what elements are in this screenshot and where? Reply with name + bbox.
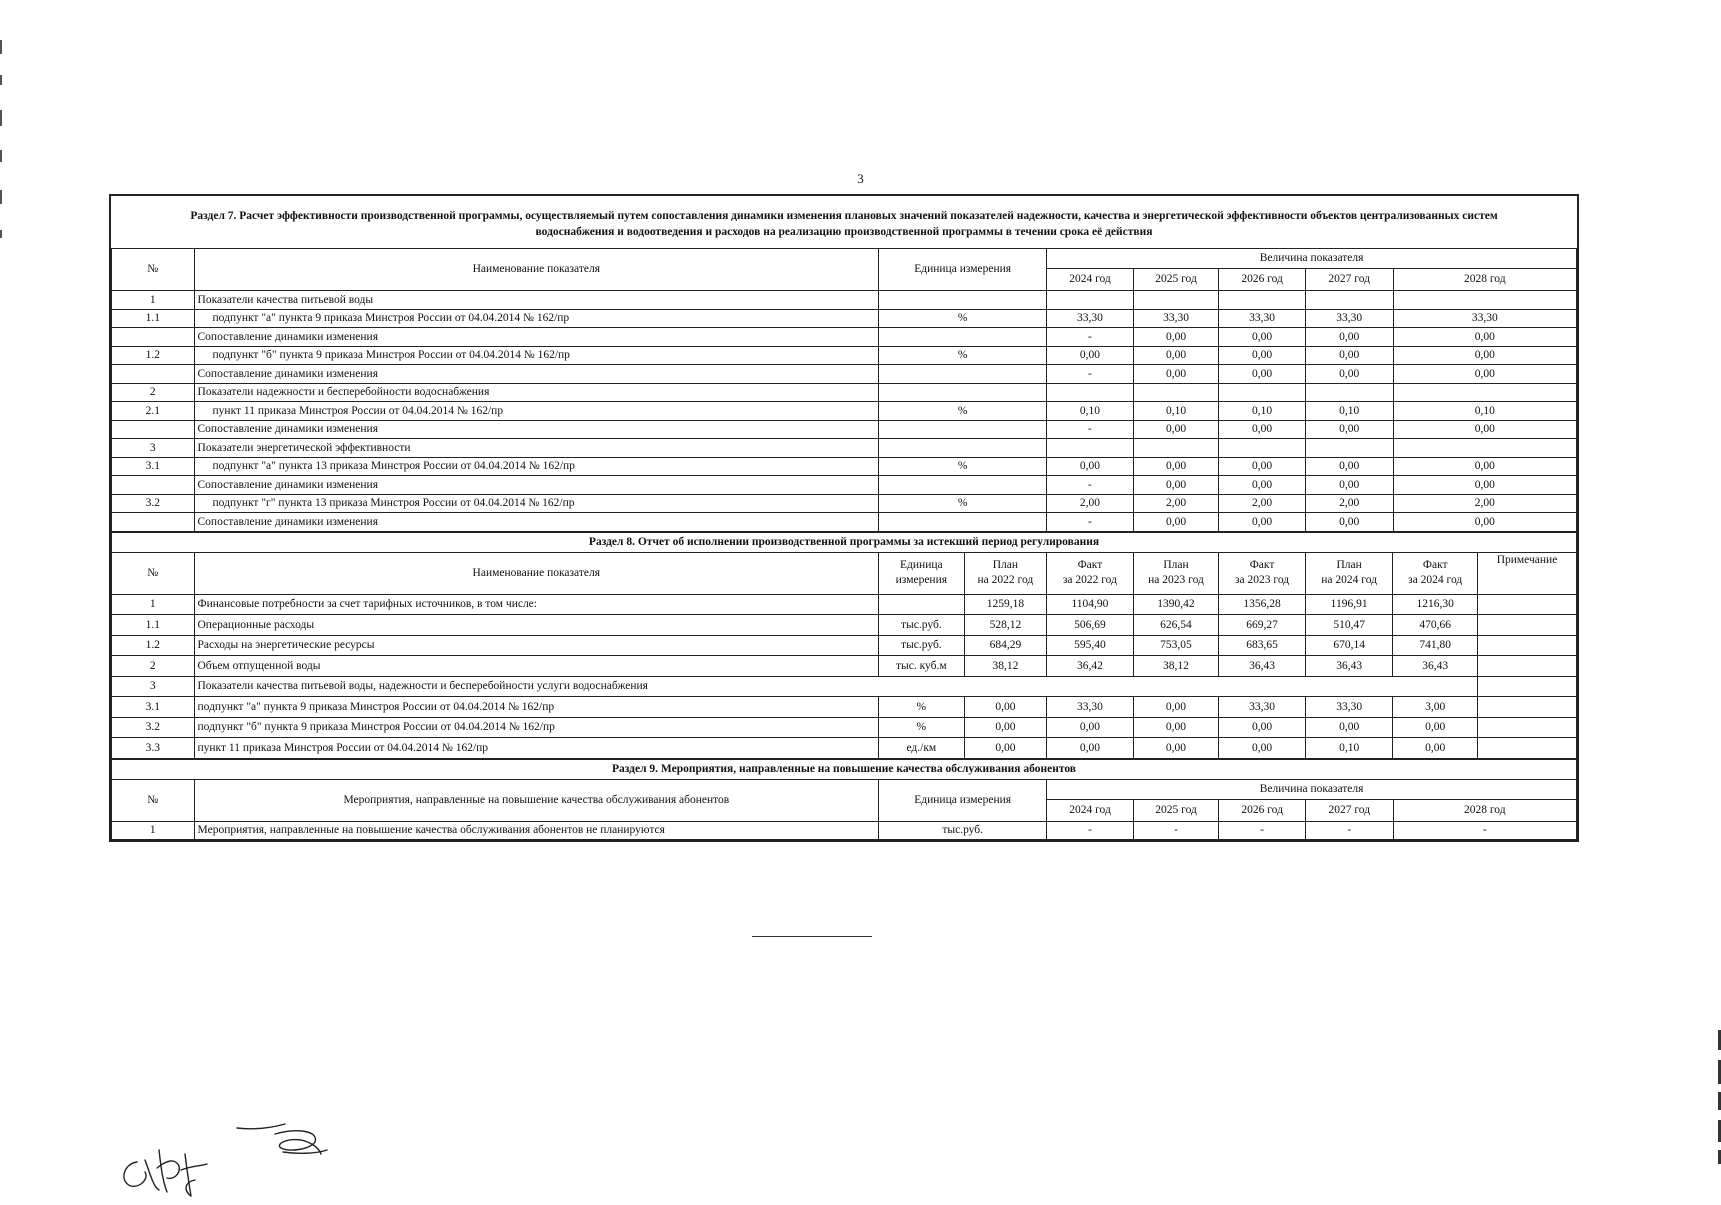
value-cell: 1104,90 bbox=[1047, 594, 1134, 615]
value-cell: 0,00 bbox=[1133, 697, 1219, 718]
indicator-name: Расходы на энергетические ресурсы bbox=[194, 635, 879, 656]
s7-header-year: 2024 год bbox=[1047, 269, 1134, 291]
s7-header-year: 2027 год bbox=[1305, 269, 1393, 291]
value-cell: 0,00 bbox=[1393, 346, 1576, 365]
indicator-name: Показатели качества питьевой воды bbox=[194, 291, 879, 310]
document-table-frame bbox=[109, 194, 1579, 842]
value-cell: 38,12 bbox=[1133, 656, 1219, 677]
table-row bbox=[112, 676, 1577, 697]
section9-rows bbox=[112, 821, 1577, 840]
s8-header-name: Наименование показателя bbox=[194, 552, 879, 594]
table-row bbox=[112, 476, 1577, 495]
value-cell: 0,00 bbox=[1133, 457, 1219, 476]
value-cell bbox=[1133, 383, 1219, 402]
row-number: 3.3 bbox=[112, 738, 195, 759]
indicator-name: Показатели качества питьевой воды, надежности и бесперебойности услуги водоснабжения bbox=[194, 676, 1477, 697]
value-cell: 0,00 bbox=[1393, 717, 1478, 738]
row-number: 1.1 bbox=[112, 615, 195, 636]
closing-divider-line bbox=[752, 936, 872, 937]
value-cell bbox=[1133, 291, 1219, 310]
value-cell bbox=[1305, 383, 1393, 402]
section8-rows bbox=[112, 594, 1577, 758]
unit-cell: % bbox=[879, 457, 1047, 476]
s9-header-year: 2025 год bbox=[1133, 799, 1219, 821]
value-cell: 0,00 bbox=[1047, 457, 1134, 476]
value-cell: - bbox=[1305, 821, 1393, 840]
value-cell: - bbox=[1047, 476, 1134, 495]
value-cell: - bbox=[1133, 821, 1219, 840]
value-cell: - bbox=[1219, 821, 1306, 840]
row-number bbox=[112, 328, 195, 347]
indicator-name: подпункт "б" пункта 9 приказа Минстроя России от 04.04.2014 № 162/пр bbox=[194, 346, 879, 365]
row-number: 3.1 bbox=[112, 457, 195, 476]
unit-cell: % bbox=[879, 697, 965, 718]
s7-header-year: 2026 год bbox=[1219, 269, 1306, 291]
value-cell bbox=[1219, 383, 1306, 402]
note-cell bbox=[1477, 656, 1576, 677]
value-cell: 36,42 bbox=[1047, 656, 1134, 677]
s9-header-year: 2026 год bbox=[1219, 799, 1306, 821]
scan-edge-marks bbox=[0, 0, 3, 1200]
table-row bbox=[112, 697, 1577, 718]
note-cell bbox=[1477, 717, 1576, 738]
s7-header-num: № bbox=[112, 249, 195, 291]
value-cell: 0,00 bbox=[1305, 365, 1393, 384]
value-cell: 1356,28 bbox=[1219, 594, 1306, 615]
value-cell: 741,80 bbox=[1393, 635, 1478, 656]
table-row bbox=[112, 635, 1577, 656]
s9-header-year: 2027 год bbox=[1305, 799, 1393, 821]
indicator-name: подпункт "а" пункта 9 приказа Минстроя России от 04.04.2014 № 162/пр bbox=[194, 697, 879, 718]
table-row bbox=[112, 594, 1577, 615]
table-row bbox=[112, 494, 1577, 513]
value-cell: 0,00 bbox=[1219, 513, 1306, 532]
s7-header-value: Величина показателя bbox=[1047, 249, 1577, 269]
value-cell: 33,30 bbox=[1305, 697, 1393, 718]
value-cell: 0,10 bbox=[1305, 402, 1393, 421]
unit-cell: тыс.руб. bbox=[879, 615, 965, 636]
unit-cell bbox=[879, 420, 1047, 439]
s7-header-unit: Единица измерения bbox=[879, 249, 1047, 291]
table-row bbox=[112, 656, 1577, 677]
value-cell: 684,29 bbox=[964, 635, 1047, 656]
table-row bbox=[112, 383, 1577, 402]
table-row bbox=[112, 717, 1577, 738]
handwritten-signature bbox=[115, 1120, 345, 1200]
value-cell: 2,00 bbox=[1393, 494, 1576, 513]
s7-header-year: 2028 год bbox=[1393, 269, 1576, 291]
table-row bbox=[112, 615, 1577, 636]
row-number: 3 bbox=[112, 439, 195, 458]
indicator-name: Сопоставление динамики изменения bbox=[194, 420, 879, 439]
row-number: 3.2 bbox=[112, 717, 195, 738]
indicator-name: подпункт "а" пункта 9 приказа Минстроя России от 04.04.2014 № 162/пр bbox=[194, 309, 879, 328]
value-cell bbox=[1305, 291, 1393, 310]
value-cell: 0,00 bbox=[1393, 328, 1576, 347]
table-row bbox=[112, 402, 1577, 421]
row-number: 3 bbox=[112, 676, 195, 697]
unit-cell: % bbox=[879, 309, 1047, 328]
value-cell: 0,10 bbox=[1393, 402, 1576, 421]
table-row bbox=[112, 346, 1577, 365]
s8-header-unit: Единица измерения bbox=[879, 552, 965, 594]
note-cell bbox=[1477, 738, 1576, 759]
note-cell bbox=[1477, 615, 1576, 636]
unit-cell: % bbox=[879, 346, 1047, 365]
value-cell: 0,00 bbox=[1047, 346, 1134, 365]
section7-title: Раздел 7. Расчет эффективности производственной программы, осуществляемый путем сопоставления динамики изменения плановых значений показателей надежности, качества и энергетической эффективности объектов централизованных систем водоснабжения и водоотведения и расходов на реализацию производственной программы в течении срока её действия bbox=[190, 210, 1498, 238]
note-cell bbox=[1477, 676, 1576, 697]
table-row bbox=[112, 365, 1577, 384]
value-cell: 1390,42 bbox=[1133, 594, 1219, 615]
value-cell: 595,40 bbox=[1047, 635, 1134, 656]
value-cell: 0,00 bbox=[1393, 476, 1576, 495]
note-cell bbox=[1477, 594, 1576, 615]
section7-rows bbox=[112, 291, 1577, 532]
row-number: 3.1 bbox=[112, 697, 195, 718]
page-number: 3 bbox=[857, 171, 864, 186]
value-cell: 0,00 bbox=[1393, 457, 1576, 476]
value-cell bbox=[1393, 383, 1576, 402]
row-number bbox=[112, 513, 195, 532]
value-cell: 33,30 bbox=[1219, 697, 1306, 718]
value-cell bbox=[1133, 439, 1219, 458]
s9-header-year: 2028 год bbox=[1393, 799, 1576, 821]
value-cell: 0,00 bbox=[1133, 346, 1219, 365]
value-cell: 0,00 bbox=[1219, 717, 1306, 738]
note-cell bbox=[1477, 697, 1576, 718]
s9-header-year: 2024 год bbox=[1047, 799, 1134, 821]
value-cell: 0,00 bbox=[1047, 738, 1134, 759]
row-number: 1 bbox=[112, 821, 195, 840]
row-number: 2 bbox=[112, 383, 195, 402]
s8-header-col: Факт за 2024 год bbox=[1393, 552, 1478, 594]
value-cell bbox=[1047, 383, 1134, 402]
s8-header-num: № bbox=[112, 552, 195, 594]
value-cell: - bbox=[1047, 420, 1134, 439]
section9-table bbox=[111, 759, 1577, 841]
value-cell: 0,00 bbox=[1305, 457, 1393, 476]
s8-header-col: Факт за 2023 год bbox=[1219, 552, 1306, 594]
table-row bbox=[112, 513, 1577, 532]
value-cell: 1216,30 bbox=[1393, 594, 1478, 615]
indicator-name: подпункт "г" пункта 13 приказа Минстроя России от 04.04.2014 № 162/пр bbox=[194, 494, 879, 513]
unit-cell: % bbox=[879, 717, 965, 738]
value-cell: 33,30 bbox=[1047, 309, 1134, 328]
value-cell bbox=[1393, 439, 1576, 458]
section9-title: Раздел 9. Мероприятия, направленные на повышение качества обслуживания абонентов bbox=[112, 759, 1577, 779]
value-cell: 506,69 bbox=[1047, 615, 1134, 636]
value-cell: 0,00 bbox=[1305, 513, 1393, 532]
value-cell: 669,27 bbox=[1219, 615, 1306, 636]
row-number: 1.1 bbox=[112, 309, 195, 328]
value-cell: 0,00 bbox=[1305, 420, 1393, 439]
indicator-name: пункт 11 приказа Минстроя России от 04.04.2014 № 162/пр bbox=[194, 738, 879, 759]
value-cell bbox=[1219, 291, 1306, 310]
table-row bbox=[112, 439, 1577, 458]
table-row bbox=[112, 309, 1577, 328]
s9-header-value: Величина показателя bbox=[1047, 779, 1577, 799]
unit-cell bbox=[879, 291, 1047, 310]
value-cell: - bbox=[1047, 328, 1134, 347]
value-cell: 0,00 bbox=[1219, 328, 1306, 347]
value-cell: 0,00 bbox=[1219, 476, 1306, 495]
value-cell: 670,14 bbox=[1305, 635, 1393, 656]
value-cell: 33,30 bbox=[1133, 309, 1219, 328]
row-number bbox=[112, 476, 195, 495]
value-cell: 0,00 bbox=[1305, 476, 1393, 495]
value-cell: 0,10 bbox=[1133, 402, 1219, 421]
section8-title: Раздел 8. Отчет об исполнении производственной программы за истекший период регулирования bbox=[112, 532, 1577, 552]
value-cell: 0,00 bbox=[1219, 365, 1306, 384]
indicator-name: пункт 11 приказа Минстроя России от 04.04.2014 № 162/пр bbox=[194, 402, 879, 421]
measure-name: Мероприятия, направленные на повышение качества обслуживания абонентов не планируются bbox=[194, 821, 879, 840]
value-cell: - bbox=[1047, 513, 1134, 532]
value-cell: 0,10 bbox=[1305, 738, 1393, 759]
note-cell bbox=[1477, 635, 1576, 656]
row-number: 3.2 bbox=[112, 494, 195, 513]
indicator-name: подпункт "б" пункта 9 приказа Минстроя России от 04.04.2014 № 162/пр bbox=[194, 717, 879, 738]
unit-cell bbox=[879, 513, 1047, 532]
value-cell: 36,43 bbox=[1219, 656, 1306, 677]
value-cell: 0,00 bbox=[1219, 457, 1306, 476]
value-cell: 1196,91 bbox=[1305, 594, 1393, 615]
value-cell: 510,47 bbox=[1305, 615, 1393, 636]
value-cell: 38,12 bbox=[964, 656, 1047, 677]
value-cell: 0,00 bbox=[1393, 365, 1576, 384]
value-cell: - bbox=[1047, 365, 1134, 384]
value-cell bbox=[1047, 291, 1134, 310]
row-number: 2 bbox=[112, 656, 195, 677]
value-cell: 683,65 bbox=[1219, 635, 1306, 656]
s9-header-num: № bbox=[112, 779, 195, 821]
unit-cell bbox=[879, 439, 1047, 458]
value-cell: 36,43 bbox=[1305, 656, 1393, 677]
value-cell: 0,00 bbox=[1393, 738, 1478, 759]
value-cell: 0,00 bbox=[1133, 420, 1219, 439]
unit-cell bbox=[879, 594, 965, 615]
unit-cell bbox=[879, 328, 1047, 347]
unit-cell: ед./км bbox=[879, 738, 965, 759]
unit-cell bbox=[879, 383, 1047, 402]
section7-table bbox=[111, 248, 1577, 532]
s8-header-col: План на 2024 год bbox=[1305, 552, 1393, 594]
s7-header-year: 2025 год bbox=[1133, 269, 1219, 291]
value-cell: 470,66 bbox=[1393, 615, 1478, 636]
row-number bbox=[112, 420, 195, 439]
indicator-name: Сопоставление динамики изменения bbox=[194, 328, 879, 347]
row-number: 2.1 bbox=[112, 402, 195, 421]
indicator-name: Сопоставление динамики изменения bbox=[194, 365, 879, 384]
s8-header-col: Факт за 2022 год bbox=[1047, 552, 1134, 594]
value-cell: 0,00 bbox=[1305, 717, 1393, 738]
value-cell: 0,00 bbox=[964, 697, 1047, 718]
value-cell: 2,00 bbox=[1219, 494, 1306, 513]
value-cell: 626,54 bbox=[1133, 615, 1219, 636]
section8-table bbox=[111, 532, 1577, 759]
indicator-name: Операционные расходы bbox=[194, 615, 879, 636]
value-cell: 0,00 bbox=[1305, 328, 1393, 347]
indicator-name: Финансовые потребности за счет тарифных источников, в том числе: bbox=[194, 594, 879, 615]
value-cell: 33,30 bbox=[1219, 309, 1306, 328]
table-row bbox=[112, 821, 1577, 840]
indicator-name: подпункт "а" пункта 13 приказа Минстроя России от 04.04.2014 № 162/пр bbox=[194, 457, 879, 476]
value-cell: 0,10 bbox=[1219, 402, 1306, 421]
value-cell: 0,00 bbox=[1133, 513, 1219, 532]
value-cell: 0,00 bbox=[1133, 476, 1219, 495]
table-row bbox=[112, 420, 1577, 439]
value-cell: 753,05 bbox=[1133, 635, 1219, 656]
value-cell: 2,00 bbox=[1305, 494, 1393, 513]
s8-header-col: План на 2023 год bbox=[1133, 552, 1219, 594]
value-cell: 0,00 bbox=[964, 717, 1047, 738]
value-cell: 33,30 bbox=[1393, 309, 1576, 328]
value-cell: 2,00 bbox=[1133, 494, 1219, 513]
value-cell: 36,43 bbox=[1393, 656, 1478, 677]
s8-header-col: План на 2022 год bbox=[964, 552, 1047, 594]
value-cell: - bbox=[1047, 821, 1134, 840]
row-number: 1 bbox=[112, 594, 195, 615]
unit-cell: % bbox=[879, 494, 1047, 513]
unit-cell: тыс.руб. bbox=[879, 821, 1047, 840]
value-cell: 2,00 bbox=[1047, 494, 1134, 513]
value-cell: 0,00 bbox=[1219, 346, 1306, 365]
table-row bbox=[112, 457, 1577, 476]
row-number: 1.2 bbox=[112, 346, 195, 365]
value-cell: 0,00 bbox=[1219, 738, 1306, 759]
indicator-name: Объем отпущенной воды bbox=[194, 656, 879, 677]
indicator-name: Показатели надежности и бесперебойности водоснабжения bbox=[194, 383, 879, 402]
value-cell: 528,12 bbox=[964, 615, 1047, 636]
indicator-name: Сопоставление динамики изменения bbox=[194, 476, 879, 495]
s8-header-note: Примечание bbox=[1477, 552, 1576, 594]
value-cell bbox=[1393, 291, 1576, 310]
value-cell: 0,10 bbox=[1047, 402, 1134, 421]
unit-cell: % bbox=[879, 402, 1047, 421]
value-cell: 0,00 bbox=[1219, 420, 1306, 439]
value-cell: 3,00 bbox=[1393, 697, 1478, 718]
value-cell: 0,00 bbox=[1133, 717, 1219, 738]
value-cell: 0,00 bbox=[1133, 738, 1219, 759]
unit-cell: тыс.руб. bbox=[879, 635, 965, 656]
s9-header-name: Мероприятия, направленные на повышение качества обслуживания абонентов bbox=[194, 779, 879, 821]
value-cell: - bbox=[1393, 821, 1576, 840]
unit-cell bbox=[879, 476, 1047, 495]
value-cell: 0,00 bbox=[1047, 717, 1134, 738]
unit-cell bbox=[879, 365, 1047, 384]
indicator-name: Показатели энергетической эффективности bbox=[194, 439, 879, 458]
value-cell: 0,00 bbox=[1133, 328, 1219, 347]
value-cell: 0,00 bbox=[1305, 346, 1393, 365]
value-cell: 0,00 bbox=[1393, 513, 1576, 532]
value-cell: 33,30 bbox=[1047, 697, 1134, 718]
scan-edge-marks-right bbox=[1717, 1020, 1721, 1180]
table-row bbox=[112, 738, 1577, 759]
table-row bbox=[112, 291, 1577, 310]
value-cell: 33,30 bbox=[1305, 309, 1393, 328]
value-cell: 1259,18 bbox=[964, 594, 1047, 615]
table-row bbox=[112, 328, 1577, 347]
value-cell bbox=[1219, 439, 1306, 458]
unit-cell: тыс. куб.м bbox=[879, 656, 965, 677]
indicator-name: Сопоставление динамики изменения bbox=[194, 513, 879, 532]
row-number: 1.2 bbox=[112, 635, 195, 656]
s7-header-name: Наименование показателя bbox=[194, 249, 879, 291]
value-cell: 0,00 bbox=[964, 738, 1047, 759]
row-number: 1 bbox=[112, 291, 195, 310]
row-number bbox=[112, 365, 195, 384]
s9-header-unit: Единица измерения bbox=[879, 779, 1047, 821]
value-cell: 0,00 bbox=[1393, 420, 1576, 439]
value-cell: 0,00 bbox=[1133, 365, 1219, 384]
value-cell bbox=[1047, 439, 1134, 458]
value-cell bbox=[1305, 439, 1393, 458]
